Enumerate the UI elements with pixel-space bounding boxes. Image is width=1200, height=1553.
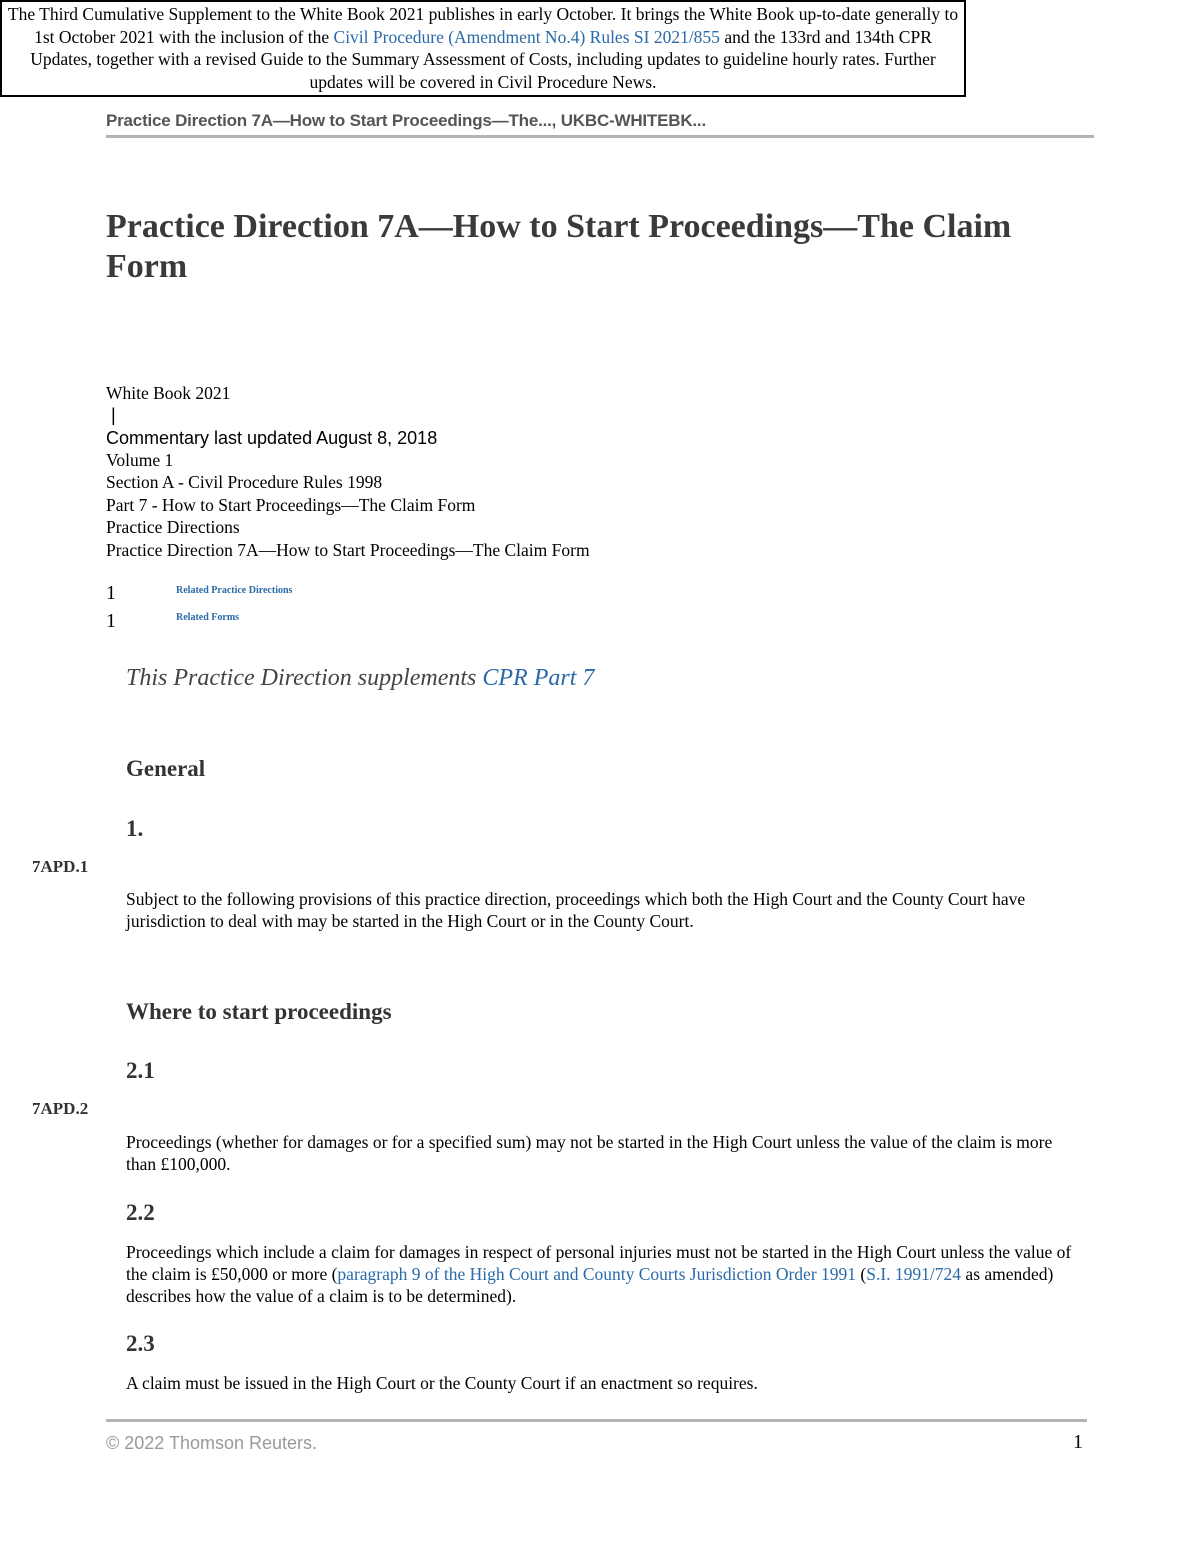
book-name: White Book 2021	[106, 383, 231, 403]
supplement-line	[126, 665, 594, 692]
footer-divider	[106, 1419, 1087, 1422]
page-number: 1	[1073, 1431, 1083, 1453]
commentary-updated: Commentary last updated August 8, 2018	[106, 428, 438, 448]
related-forms-link[interactable]: Related Forms	[176, 612, 240, 623]
related-practice-directions-count: 1	[106, 582, 116, 604]
paragraph-2-2-text-start: Proceedings which include a claim for damages in respect of personal injuries must not be started in the High Court unless the value of the claim is £50,000 or more (	[126, 1242, 1072, 1284]
paragraph-2-1-text: Proceedings (whether for damages or for a specified sum) may not be started in the High Court unless the value of the claim is more than £100,000.	[126, 1132, 1053, 1174]
related-forms-count: 1	[106, 610, 116, 632]
cpr-part-7-link[interactable]: CPR Part 7	[482, 665, 595, 691]
notice-text-start: The Third Cumulative Supplement to the White Book 2021 publishes in early October. It brings the White Book up-to-date generally to 1st October 2021 with the inclusion of the	[7, 4, 959, 47]
running-header: Practice Direction 7A—How to Start Proceedings—The..., UKBC-WHITEBK...	[106, 111, 706, 130]
category-label: Practice Directions	[106, 517, 240, 537]
supplement-text: This Practice Direction supplements	[126, 665, 483, 691]
margin-ref-7apd2: 7APD.2	[32, 1099, 89, 1118]
notice-text-end: and the 133rd and 134th CPR Updates, together with a revised Guide to the Summary Assessment of Costs, including updates to guideline hourly rates. Further updates will be covered in Civil Procedure News.	[30, 26, 936, 92]
part-label: Part 7 - How to Start Proceedings—The Claim Form	[106, 495, 476, 515]
paragraph-2-2-text-mid: (	[856, 1264, 867, 1284]
notice-box	[0, 0, 966, 97]
paragraph-2-3-number: 2.3	[126, 1331, 155, 1356]
volume-label: Volume 1	[106, 450, 174, 470]
document-title: Practice Direction 7A—How to Start Proceedings—The Claim Form	[106, 208, 1012, 285]
paragraph-2-1-number: 2.1	[126, 1058, 155, 1083]
amendment-rules-link[interactable]: Civil Procedure (Amendment No.4) Rules SI 2021/855	[333, 26, 720, 47]
si-1991-724-link[interactable]: S.I. 1991/724	[866, 1264, 962, 1284]
section-label: Section A - Civil Procedure Rules 1998	[106, 472, 383, 492]
jurisdiction-order-link[interactable]: paragraph 9 of the High Court and County Courts Jurisdiction Order 1991	[337, 1264, 857, 1284]
margin-ref-7apd1: 7APD.1	[32, 857, 89, 876]
paragraph-2-2-text	[126, 1241, 1076, 1307]
general-heading: General	[126, 756, 206, 781]
where-to-start-heading: Where to start proceedings	[126, 999, 392, 1024]
copyright-notice: © 2022 Thomson Reuters.	[106, 1433, 318, 1453]
paragraph-1-text: Subject to the following provisions of this practice direction, proceedings which both the High Court and the County Court have jurisdiction to deal with may be started in the High Court or in the County Court.	[126, 889, 1026, 931]
paragraph-2-3-text: A claim must be issued in the High Court or the County Court if an enactment so requires.	[126, 1373, 758, 1393]
direction-label: Practice Direction 7A—How to Start Proceedings—The Claim Form	[106, 540, 590, 560]
meta-separator: |	[111, 405, 116, 425]
header-divider	[106, 135, 1094, 138]
related-practice-directions-link[interactable]: Related Practice Directions	[176, 585, 293, 596]
paragraph-1-number: 1.	[126, 816, 144, 841]
paragraph-2-2-number: 2.2	[126, 1200, 155, 1225]
paragraph-2-2-text-end: as amended) describes how the value of a claim is to be determined).	[126, 1264, 1054, 1306]
